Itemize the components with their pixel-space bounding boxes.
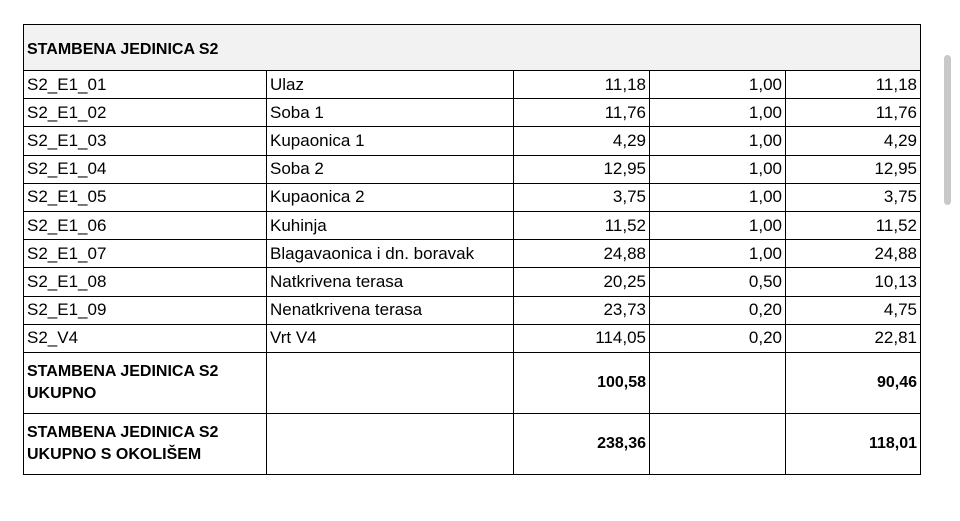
table-row (24, 211, 921, 239)
table-row (24, 324, 921, 352)
room-coefficient-cell: 1,00 (650, 211, 786, 239)
room-coefficient-cell: 0,50 (650, 268, 786, 296)
table-row (24, 99, 921, 127)
room-result-cell: 10,13 (786, 268, 921, 296)
room-result-cell: 4,29 (786, 127, 921, 155)
total-result-cell: 118,01 (786, 413, 921, 474)
table-row (24, 240, 921, 268)
total-row (24, 352, 921, 413)
table-row (24, 71, 921, 99)
total-label-line2: UKUPNO S OKOLIŠEM (27, 445, 202, 463)
room-result-cell: 12,95 (786, 155, 921, 183)
room-code-cell: S2_E1_09 (24, 296, 267, 324)
room-name-cell: Kupaonica 1 (267, 127, 514, 155)
room-area-cell: 24,88 (514, 240, 650, 268)
room-result-cell: 24,88 (786, 240, 921, 268)
total-label-line2: UKUPNO (27, 384, 97, 402)
table-row (24, 268, 921, 296)
total-area-cell: 238,36 (514, 413, 650, 474)
room-result-cell: 11,76 (786, 99, 921, 127)
room-coefficient-cell: 1,00 (650, 127, 786, 155)
room-code-cell: S2_E1_08 (24, 268, 267, 296)
room-coefficient-cell: 1,00 (650, 240, 786, 268)
room-code-cell: S2_E1_03 (24, 127, 267, 155)
room-area-cell: 4,29 (514, 127, 650, 155)
room-result-cell: 11,18 (786, 71, 921, 99)
total-empty-cell (650, 413, 786, 474)
total-empty-cell (650, 352, 786, 413)
area-table (23, 24, 921, 475)
room-area-cell: 11,76 (514, 99, 650, 127)
room-coefficient-cell: 0,20 (650, 296, 786, 324)
room-coefficient-cell: 1,00 (650, 183, 786, 211)
room-name-cell: Blagavaonica i dn. boravak (267, 240, 514, 268)
table-row (24, 155, 921, 183)
room-name-cell: Vrt V4 (267, 324, 514, 352)
total-row (24, 413, 921, 474)
area-table-container (23, 24, 920, 475)
total-label-line1: STAMBENA JEDINICA S2 (27, 423, 219, 441)
room-area-cell: 12,95 (514, 155, 650, 183)
table-row (24, 183, 921, 211)
total-label-cell (24, 352, 267, 413)
room-name-cell: Nenatkrivena terasa (267, 296, 514, 324)
vertical-scrollbar[interactable] (944, 55, 951, 205)
room-name-cell: Soba 2 (267, 155, 514, 183)
room-result-cell: 22,81 (786, 324, 921, 352)
room-area-cell: 11,18 (514, 71, 650, 99)
room-area-cell: 20,25 (514, 268, 650, 296)
room-area-cell: 114,05 (514, 324, 650, 352)
room-code-cell: S2_E1_01 (24, 71, 267, 99)
room-code-cell: S2_E1_05 (24, 183, 267, 211)
room-coefficient-cell: 1,00 (650, 155, 786, 183)
room-area-cell: 11,52 (514, 211, 650, 239)
room-result-cell: 3,75 (786, 183, 921, 211)
room-code-cell: S2_E1_04 (24, 155, 267, 183)
table-header-row (24, 25, 921, 71)
table-row (24, 127, 921, 155)
room-coefficient-cell: 1,00 (650, 71, 786, 99)
room-code-cell: S2_E1_02 (24, 99, 267, 127)
room-name-cell: Soba 1 (267, 99, 514, 127)
table-title: STAMBENA JEDINICA S2 (24, 25, 921, 71)
room-name-cell: Ulaz (267, 71, 514, 99)
total-empty-cell (267, 413, 514, 474)
room-code-cell: S2_E1_06 (24, 211, 267, 239)
room-code-cell: S2_E1_07 (24, 240, 267, 268)
table-row (24, 296, 921, 324)
room-result-cell: 4,75 (786, 296, 921, 324)
room-area-cell: 3,75 (514, 183, 650, 211)
room-name-cell: Natkrivena terasa (267, 268, 514, 296)
total-label-cell (24, 413, 267, 474)
total-result-cell: 90,46 (786, 352, 921, 413)
total-area-cell: 100,58 (514, 352, 650, 413)
room-name-cell: Kuhinja (267, 211, 514, 239)
room-coefficient-cell: 0,20 (650, 324, 786, 352)
room-area-cell: 23,73 (514, 296, 650, 324)
total-label-line1: STAMBENA JEDINICA S2 (27, 362, 219, 380)
room-name-cell: Kupaonica 2 (267, 183, 514, 211)
total-empty-cell (267, 352, 514, 413)
room-coefficient-cell: 1,00 (650, 99, 786, 127)
room-result-cell: 11,52 (786, 211, 921, 239)
room-code-cell: S2_V4 (24, 324, 267, 352)
